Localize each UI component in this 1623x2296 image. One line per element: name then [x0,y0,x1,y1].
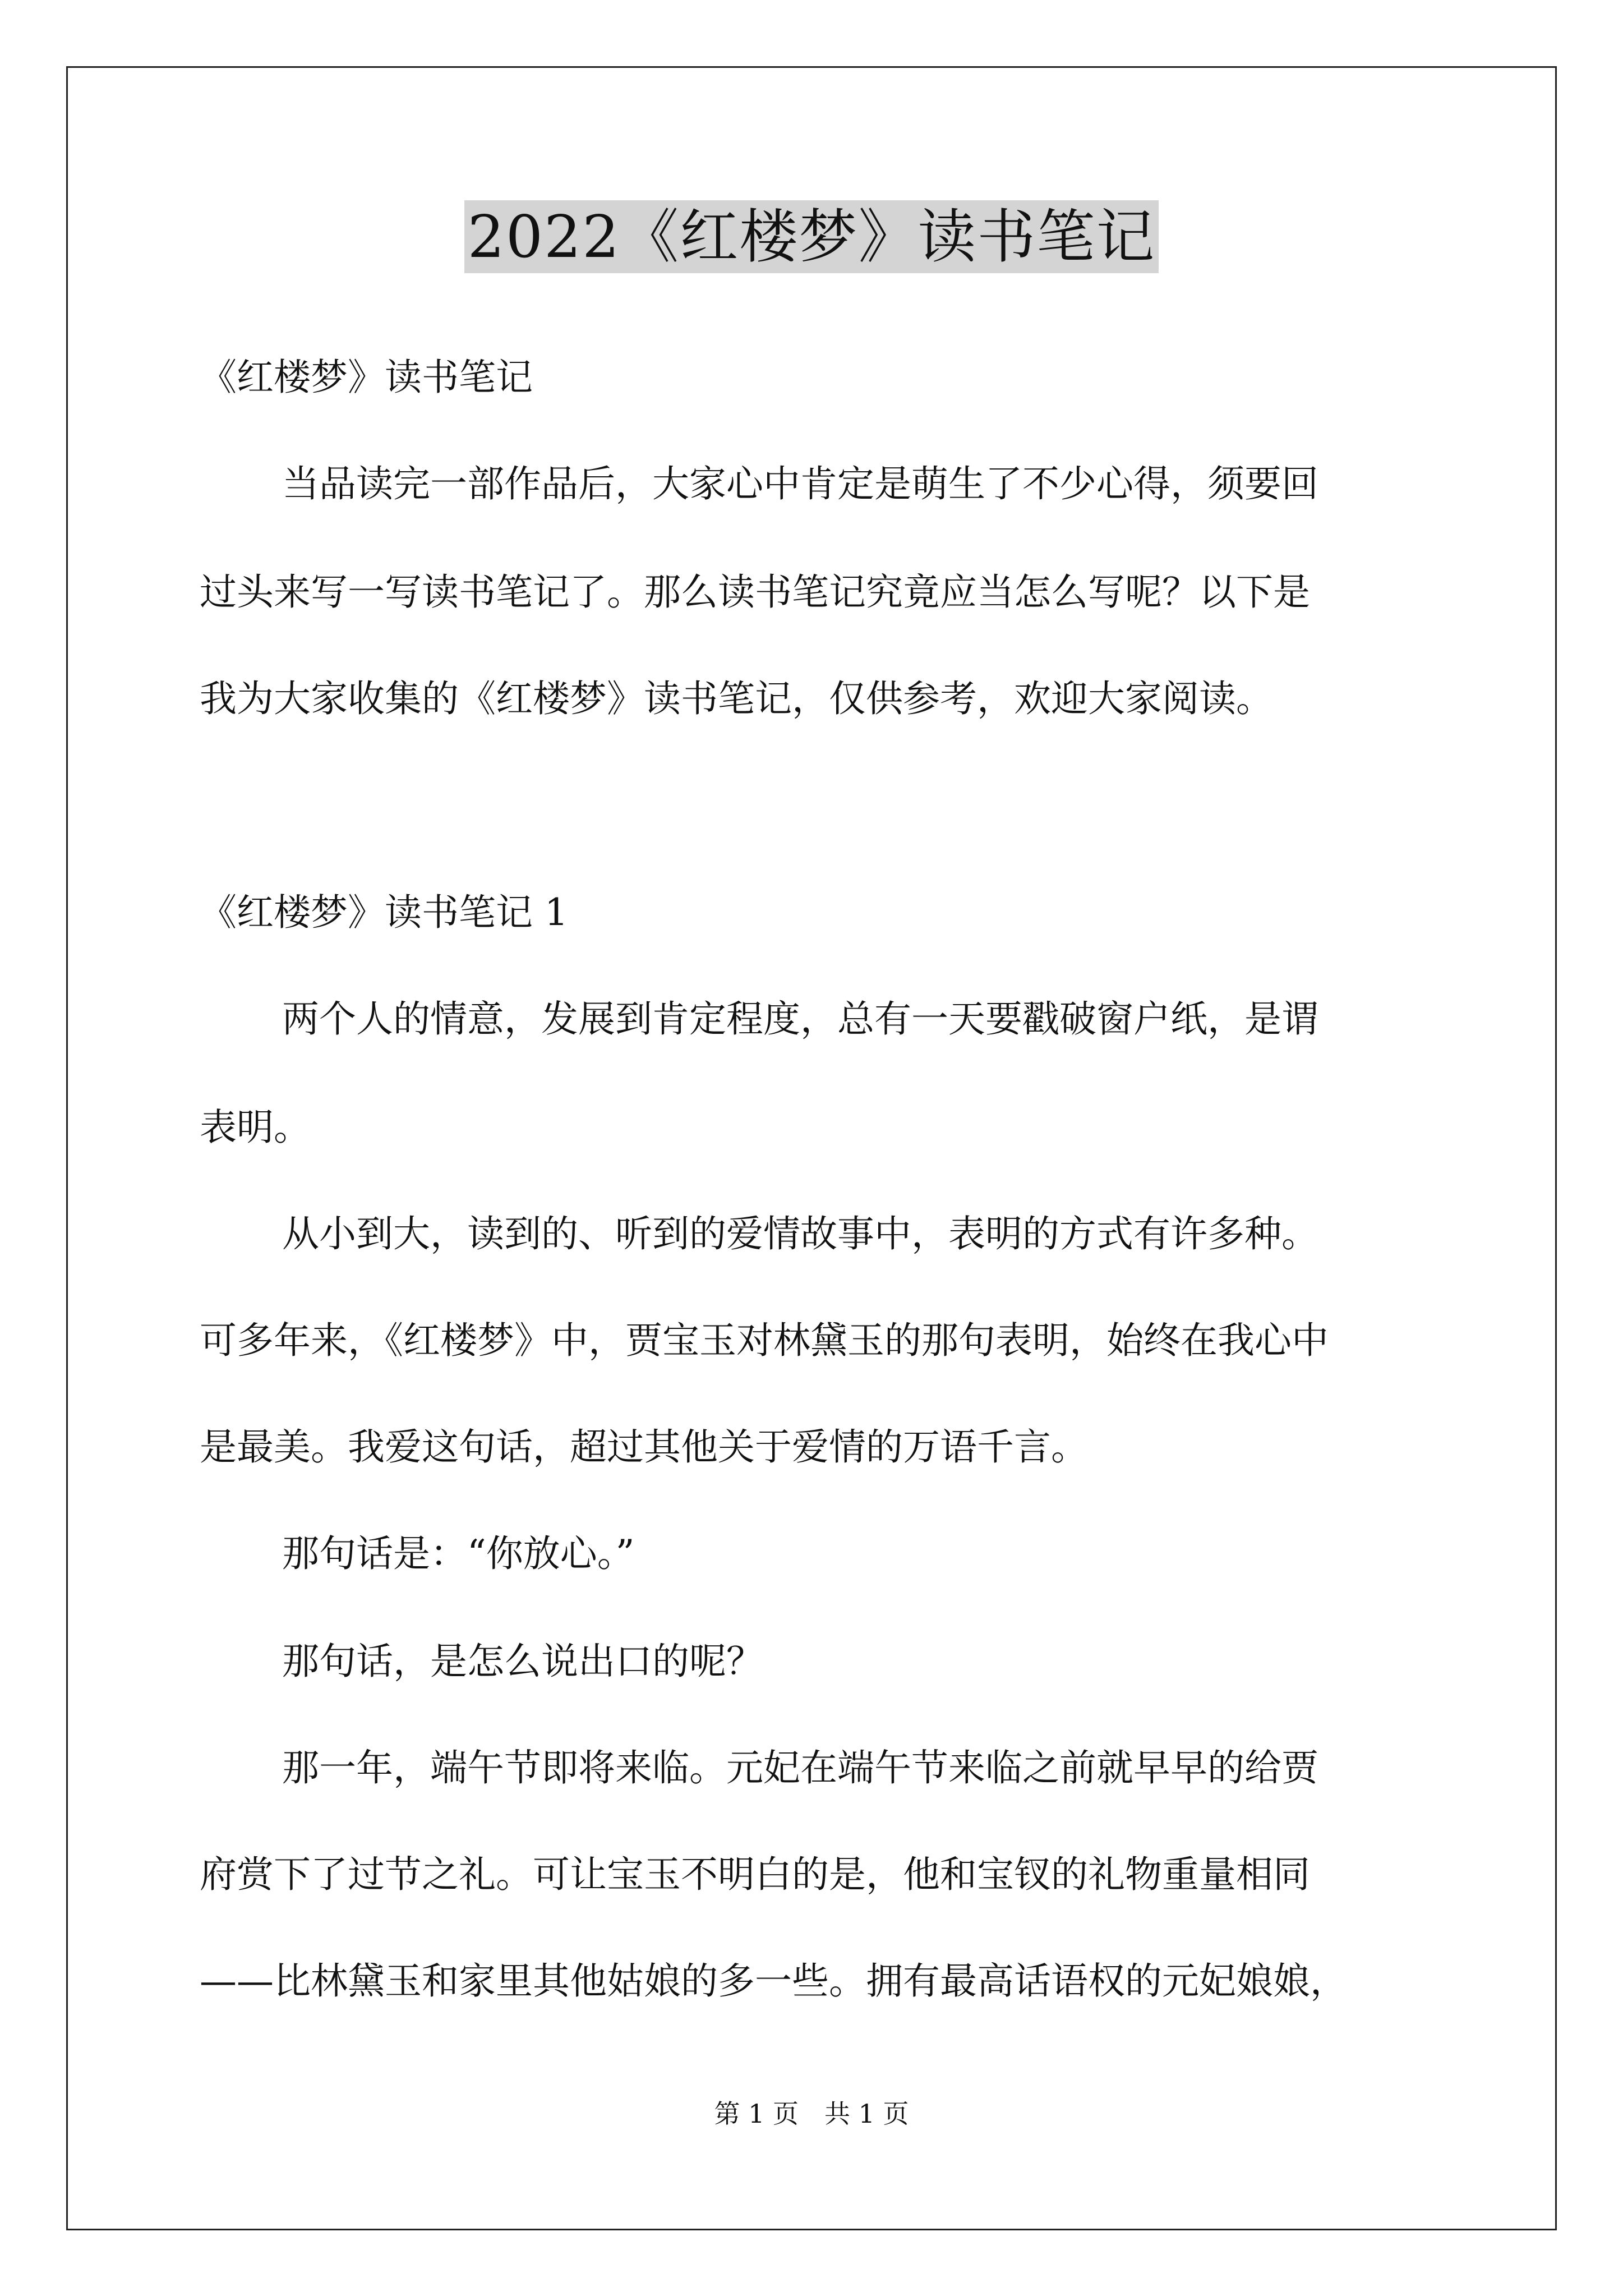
paragraph-line: ——比林黛玉和家里其他姑娘的多一些。拥有最高话语权的元妃娘娘， [200,1959,1347,2003]
paragraph-line: 我为大家收集的《红楼梦》读书笔记，仅供参考，欢迎大家阅读。 [200,677,1273,720]
paragraph-line: 过头来写一写读书笔记了。那么读书笔记究竟应当怎么写呢？以下是 [200,570,1310,614]
document-title-text: 2022《红楼梦》读书笔记 [464,200,1159,273]
section-heading-note-1: 《红楼梦》读书笔记 1 [200,891,568,934]
section-heading-intro: 《红楼梦》读书笔记 [200,356,533,399]
paragraph-line: 两个人的情意，发展到肯定程度，总有一天要戳破窗户纸，是谓 [282,997,1318,1041]
paragraph-line: 府赏下了过节之礼。可让宝玉不明白的是，他和宝钗的礼物重量相同 [200,1853,1310,1896]
page-footer: 第 1 页 共 1 页 [714,2099,909,2129]
paragraph-line: 表明。 [200,1106,311,1149]
paragraph-line: 那一年，端午节即将来临。元妃在端午节来临之前就早早的给贾 [282,1746,1318,1789]
paragraph-line: 是最美。我爱这句话，超过其他关于爱情的万语千言。 [200,1425,1088,1469]
paragraph-line: 那句话是：“你放心。” [282,1532,635,1575]
document-title [0,197,1623,276]
paragraph-line: 当品读完一部作品后，大家心中肯定是萌生了不少心得，须要回 [282,462,1318,505]
paragraph-line: 可多年来，《红楼梦》中，贾宝玉对林黛玉的那句表明，始终在我心中 [200,1319,1329,1362]
paragraph-line: 从小到大，读到的、听到的爱情故事中，表明的方式有许多种。 [282,1212,1318,1255]
paragraph-line: 那句话，是怎么说出口的呢？ [282,1640,763,1683]
